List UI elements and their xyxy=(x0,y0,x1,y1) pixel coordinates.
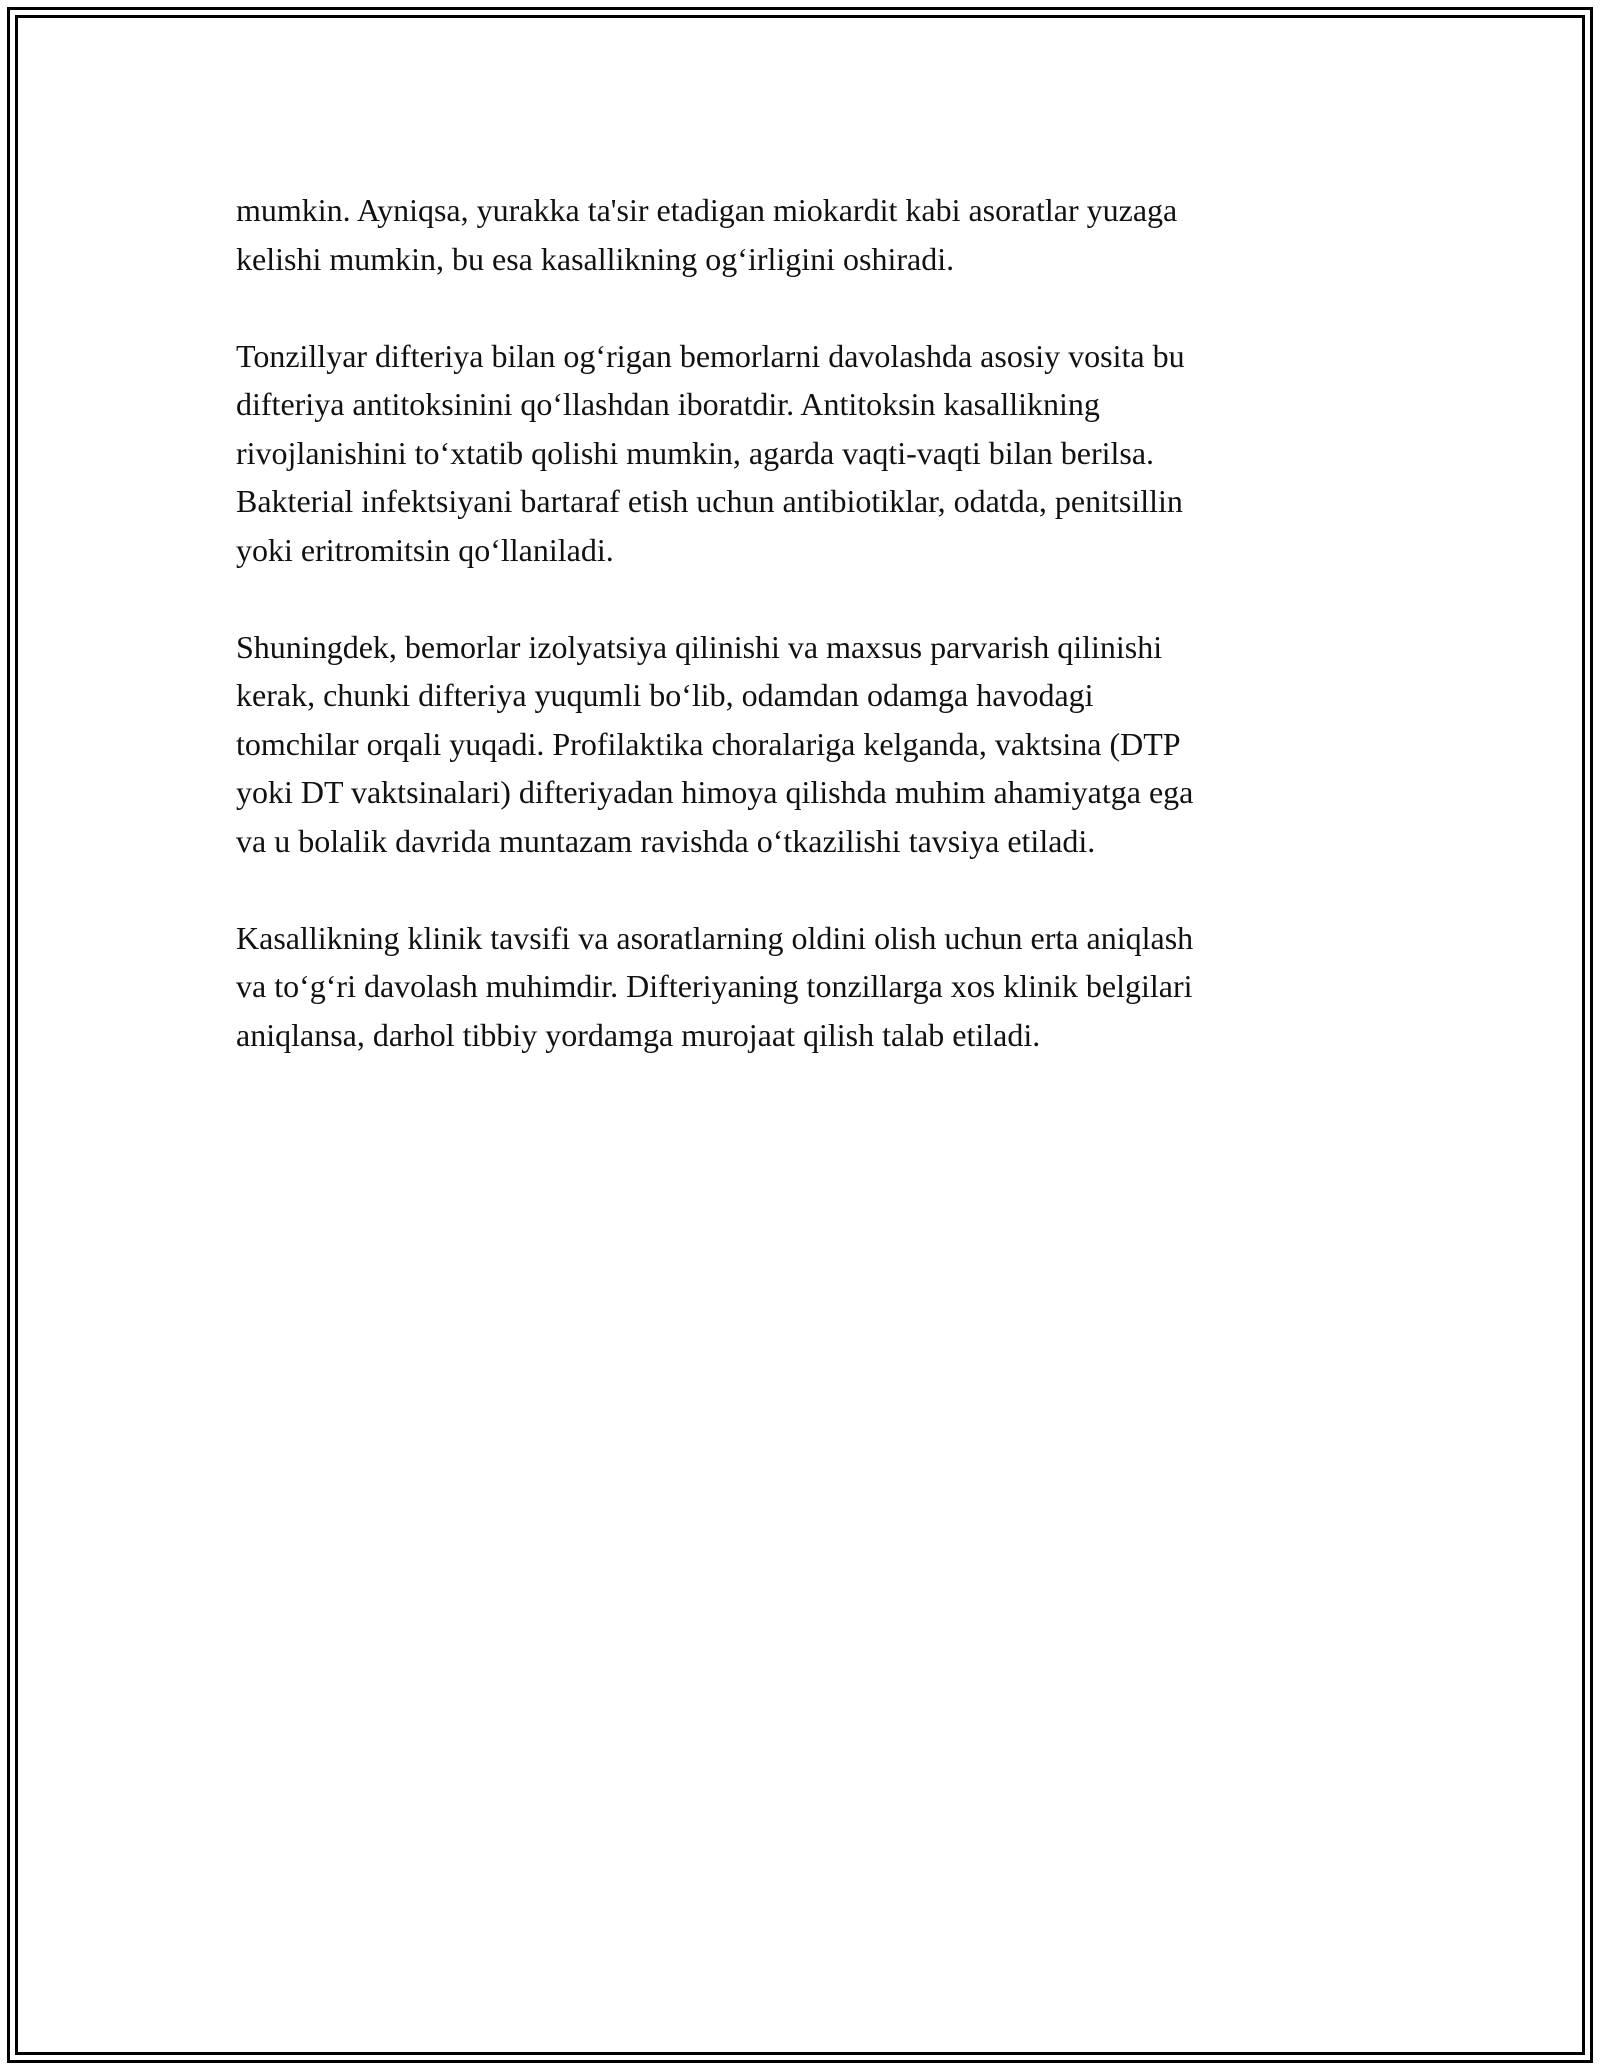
document-body xyxy=(236,186,1366,1108)
text-line: kelishi mumkin, bu esa kasallikning og‘irligini oshiradi. xyxy=(236,240,955,277)
text-line: va to‘g‘ri davolash muhimdir. Difteriyaning tonzillarga xos klinik belgilari xyxy=(236,968,1193,1004)
paragraph-treatment xyxy=(236,332,1366,575)
paragraph-complications xyxy=(236,186,1366,283)
text-line: rivojlanishini to‘xtatib qolishi mumkin, agarda vaqti-vaqti bilan berilsa. xyxy=(236,434,1155,471)
text-line: tomchilar orqali yuqadi. Profilaktika choralariga kelganda, vaktsina (DTP xyxy=(236,725,1181,762)
paragraph-isolation-prevention xyxy=(236,623,1366,866)
paragraph-conclusion xyxy=(236,914,1366,1060)
text-line: kerak, chunki difteriya yuqumli bo‘lib, odamdan odamga havodagi xyxy=(236,677,1094,713)
text-line: yoki eritromitsin qo‘llaniladi. xyxy=(236,531,614,568)
text-line: Shuningdek, bemorlar izolyatsiya qilinishi va maxsus parvarish qilinishi xyxy=(236,628,1163,665)
text-line: va u bolalik davrida muntazam ravishda o‘tkazilishi tavsiya etiladi. xyxy=(236,822,1096,859)
text-line: yoki DT vaktsinalari) difteriyadan himoya qilishda muhim ahamiyatga ega xyxy=(236,774,1194,810)
text-line: difteriya antitoksinini qo‘llashdan iboratdir. Antitoksin kasallikning xyxy=(236,386,1100,422)
text-line: aniqlansa, darhol tibbiy yordamga murojaat qilish talab etiladi. xyxy=(236,1016,1041,1053)
text-line: Tonzillyar difteriya bilan og‘rigan bemorlarni davolashda asosiy vosita bu xyxy=(236,337,1185,374)
text-line: Kasallikning klinik tavsifi va asoratlarning oldini olish uchun erta aniqlash xyxy=(236,919,1194,956)
text-line: Bakterial infektsiyani bartaraf etish uchun antibiotiklar, odatda, penitsillin xyxy=(236,483,1183,519)
text-line: mumkin. Ayniqsa, yurakka ta'sir etadigan miokardit kabi asoratlar yuzaga xyxy=(236,192,1178,228)
